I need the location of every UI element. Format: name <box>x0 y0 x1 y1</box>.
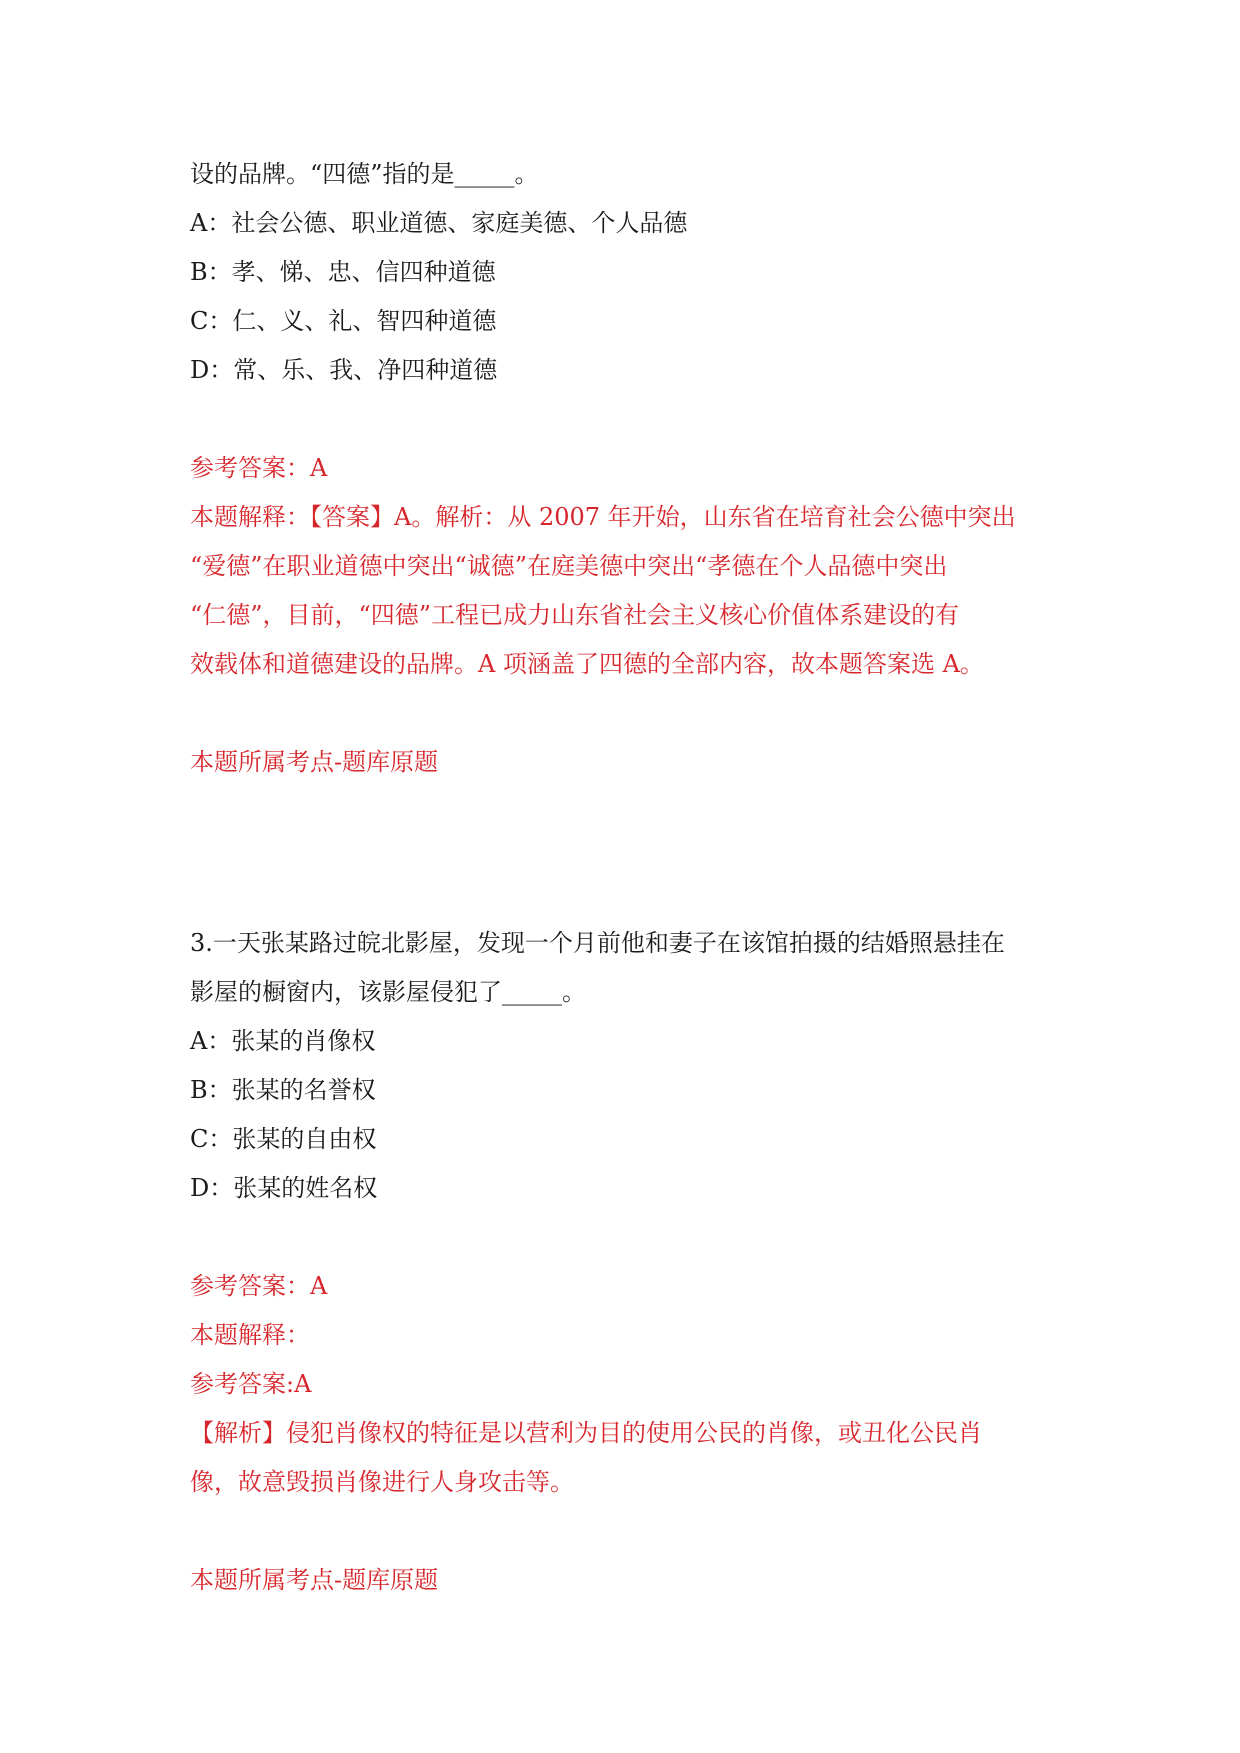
option-a: A：社会公德、职业道德、家庭美德、个人品德 <box>190 209 688 237</box>
question-stem: 3.一天张某路过皖北影屋，发现一个月前他和妻子在该馆拍摄的结婚照悬挂在 <box>190 929 1005 957</box>
knowledge-point: 本题所属考点-题库原题 <box>190 1566 439 1594</box>
explanation-label: 本题解释： <box>190 1321 310 1349</box>
reference-answer: 参考答案：A <box>190 454 328 482</box>
question-2 <box>190 150 1060 787</box>
option-d: D：张某的姓名权 <box>190 1174 378 1202</box>
option-c: C：仁、义、礼、智四种道德 <box>190 307 497 335</box>
reference-answer-repeat: 参考答案:A <box>190 1370 312 1398</box>
explanation-line: “仁德”，目前，“四德”工程已成力山东省社会主义核心价值体系建设的有 <box>190 601 960 629</box>
explanation-line: “爱德”在职业道德中突出“诚德”在庭美德中突出“孝德在个人品德中突出 <box>190 552 948 580</box>
document-page <box>190 150 1060 1605</box>
option-d: D：常、乐、我、净四种道德 <box>190 356 498 384</box>
explanation-line: 效载体和道德建设的品牌。A 项涵盖了四德的全部内容，故本题答案选 A。 <box>190 650 984 678</box>
analysis-line: 像，故意毁损肖像进行人身攻击等。 <box>190 1468 574 1496</box>
reference-answer: 参考答案：A <box>190 1272 328 1300</box>
option-b: B：张某的名誉权 <box>190 1076 376 1104</box>
analysis-line: 【解析】侵犯肖像权的特征是以营利为目的使用公民的肖像，或丑化公民肖 <box>190 1419 982 1447</box>
question-3 <box>190 919 1060 1605</box>
option-a: A：张某的肖像权 <box>190 1027 376 1055</box>
option-c: C：张某的自由权 <box>190 1125 377 1153</box>
question-stem: 设的品牌。“四德”指的是_____。 <box>190 160 539 188</box>
option-b: B：孝、悌、忠、信四种道德 <box>190 258 496 286</box>
knowledge-point: 本题所属考点-题库原题 <box>190 748 439 776</box>
question-stem: 影屋的橱窗内，该影屋侵犯了_____。 <box>190 978 586 1006</box>
explanation-line: 本题解释：【答案】A。解析：从 2007 年开始，山东省在培育社会公德中突出 <box>190 503 1016 531</box>
